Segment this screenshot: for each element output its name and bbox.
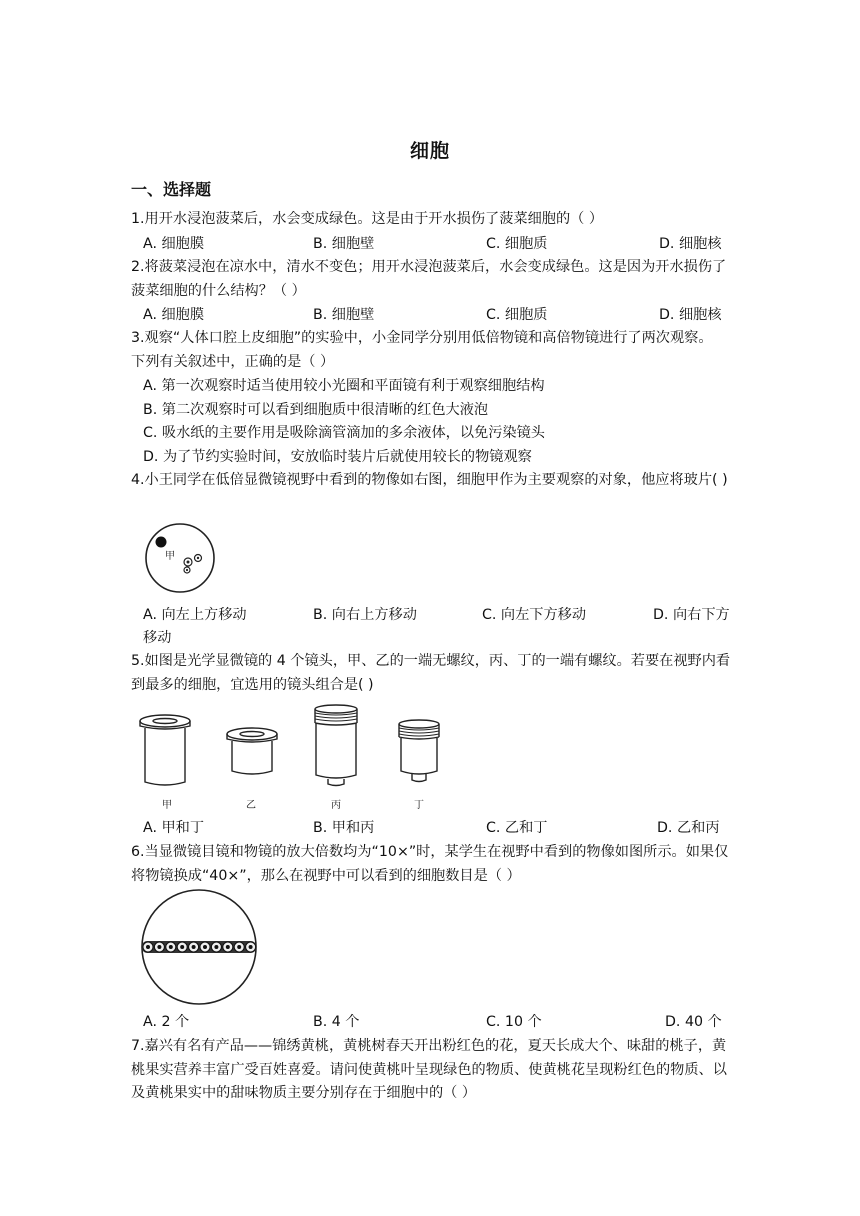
cell-nucleus bbox=[214, 945, 218, 949]
option-d: D. 乙和丙 bbox=[657, 820, 720, 836]
cell-nucleus bbox=[226, 945, 230, 949]
option-c: C. 细胞质 bbox=[486, 236, 548, 252]
option-d-wrap: 移动 bbox=[143, 630, 172, 646]
option-b: B. 4 个 bbox=[313, 1014, 360, 1030]
option-d: D. 细胞核 bbox=[659, 307, 722, 323]
option-c: C. 细胞质 bbox=[486, 307, 548, 323]
option-a: A. 甲和丁 bbox=[143, 820, 205, 836]
option-d: D. 细胞核 bbox=[659, 236, 722, 252]
lens-jia bbox=[140, 715, 190, 785]
cell-row-figure bbox=[138, 888, 262, 1010]
option-d: D. 为了节约实验时间，安放临时装片后就使用较长的物镜观察 bbox=[143, 449, 532, 465]
question-6-options bbox=[143, 1011, 733, 1034]
question-5-options bbox=[143, 817, 733, 840]
option-c: C. 乙和丁 bbox=[486, 820, 548, 836]
option-b: B. 甲和丙 bbox=[313, 820, 375, 836]
question-7-stem: 7.嘉兴有名有产品——锦绣黄桃，黄桃树春天开出粉红色的花，夏天长成大个、味甜的桃子，黄桃果实营养丰富广受百姓喜爱。请问使黄桃叶呈现绿色的物质、使黄桃花呈现粉红色的物质、以及黄桃果实中的甜味物质主要分别存在于细胞中的（ ） bbox=[131, 1038, 727, 1101]
question-3-stem: 3.观察“人体口腔上皮细胞”的实验中，小金同学分别用低倍物镜和高倍物镜进行了两次观察。 下列有关叙述中，正确的是（ ） bbox=[131, 330, 713, 370]
option-a: A. 向左上方移动 bbox=[143, 607, 247, 623]
option-b: B. 细胞壁 bbox=[313, 236, 375, 252]
option-d: D. 向右下方 bbox=[653, 607, 730, 623]
option-b: B. 第二次观察时可以看到细胞质中很清晰的红色大液泡 bbox=[143, 402, 489, 418]
lens-label-ding: 丁 bbox=[414, 800, 424, 811]
lens-label-bing: 丙 bbox=[331, 800, 341, 811]
lens-yi bbox=[227, 728, 277, 774]
question-4-options bbox=[143, 604, 733, 627]
lens-figure bbox=[135, 702, 455, 816]
cell-nucleus bbox=[180, 945, 184, 949]
question-1-options bbox=[143, 233, 733, 256]
option-b: B. 细胞壁 bbox=[313, 307, 375, 323]
cell-nucleus bbox=[146, 945, 150, 949]
question-6-stem: 6.当显微镜目镜和物镜的放大倍数均为“10×”时，某学生在视野中看到的物像如图所示。如果仅将物镜换成“40×”，那么在视野中可以看到的细胞数目是（ ） bbox=[131, 844, 729, 884]
option-c: C. 10 个 bbox=[486, 1014, 542, 1030]
option-a: A. 第一次观察时适当使用较小光圈和平面镜有利于观察细胞结构 bbox=[143, 378, 545, 394]
cell-nucleus bbox=[157, 945, 161, 949]
microscope-field-figure bbox=[143, 522, 219, 598]
question-5-stem: 5.如图是光学显微镜的 4 个镜头，甲、乙的一端无螺纹，丙、丁的一端有螺纹。若要在视野内看到最多的细胞，宜选用的镜头组合是( ) bbox=[131, 653, 731, 693]
page-title: 细胞 bbox=[409, 140, 450, 162]
question-4-stem: 4.小王同学在低倍显微镜视野中看到的物像如右图，细胞甲作为主要观察的对象，他应将玻片( ) bbox=[131, 472, 728, 488]
question-2-stem: 2.将菠菜浸泡在凉水中，清水不变色；用开水浸泡菠菜后，水会变成绿色。这是因为开水损伤了菠菜细胞的什么结构？（ ） bbox=[131, 259, 727, 299]
question-2-options bbox=[143, 304, 733, 327]
cell-jia-label: 甲 bbox=[165, 551, 175, 562]
option-c: C. 向左下方移动 bbox=[482, 607, 587, 623]
lens-bing bbox=[315, 705, 357, 786]
lens-label-yi: 乙 bbox=[246, 800, 256, 811]
section-heading: 一、选择题 bbox=[131, 180, 212, 199]
option-b: B. 向右上方移动 bbox=[313, 607, 417, 623]
option-a: A. 细胞膜 bbox=[143, 307, 205, 323]
cell-nucleus bbox=[169, 945, 173, 949]
cell-row bbox=[142, 941, 256, 953]
question-1-stem: 1.用开水浸泡菠菜后，水会变成绿色。这是由于开水损伤了菠菜细胞的（ ） bbox=[131, 211, 604, 227]
cell-nucleus bbox=[203, 945, 207, 949]
option-d: D. 40 个 bbox=[665, 1014, 722, 1030]
option-a: A. 2 个 bbox=[143, 1014, 190, 1030]
option-a: A. 细胞膜 bbox=[143, 236, 205, 252]
cell-nucleus bbox=[237, 945, 241, 949]
lens-ding bbox=[399, 720, 439, 782]
lens-label-jia: 甲 bbox=[162, 800, 172, 811]
option-c: C. 吸水纸的主要作用是吸除滴管滴加的多余液体，以免污染镜头 bbox=[143, 425, 545, 441]
cell-nucleus bbox=[249, 945, 253, 949]
cell-nucleus bbox=[192, 945, 196, 949]
